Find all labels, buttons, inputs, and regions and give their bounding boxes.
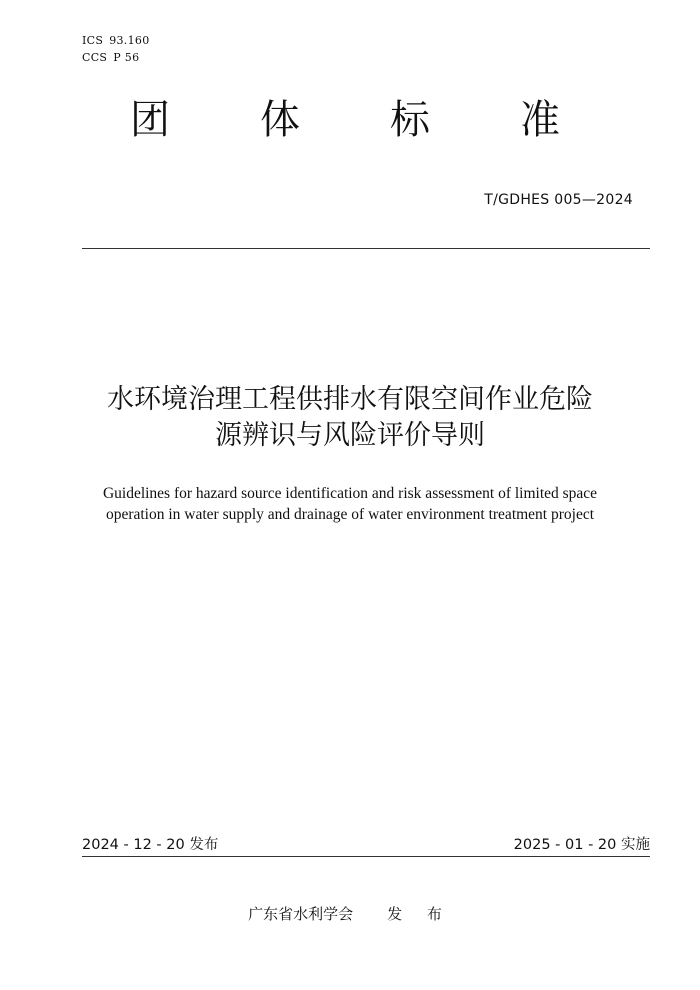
issue-date: 2024 - 12 - 20 发布 (82, 837, 219, 853)
ics-code (82, 34, 150, 48)
implement-date: 2025 - 01 - 20 实施 (513, 837, 650, 853)
ics-value: 93.160 (109, 34, 150, 47)
title-en-line-2: operation in water supply and drainage of water environment treatment project (105, 506, 595, 523)
standard-type-char-1: 团 (130, 97, 170, 143)
ccs-value: P 56 (113, 51, 140, 64)
ccs-code (82, 51, 139, 65)
bottom-divider (82, 856, 650, 857)
ics-label: ICS (82, 34, 104, 47)
date-row (82, 835, 650, 855)
standard-type-char-3: 标 (390, 97, 430, 143)
top-divider (82, 248, 650, 249)
document-title-english (50, 483, 650, 525)
ccs-label: CCS (82, 51, 108, 64)
standard-number: T/GDHES 005—2024 (484, 192, 633, 208)
publisher-org: 广东省水利学会 (248, 905, 354, 923)
publisher-line (0, 904, 700, 924)
title-en-line-1: Guidelines for hazard source identification and risk assessment of limited space (102, 485, 598, 502)
standard-type-char-4: 准 (520, 97, 560, 143)
title-cn-line-1: 水环境治理工程供排水有限空间作业危险 (107, 384, 593, 415)
document-title-chinese (50, 382, 650, 454)
publish-action: 发 布 (387, 905, 452, 923)
title-cn-line-2: 源辨识与风险评价导则 (215, 420, 485, 451)
standard-type-char-2: 体 (260, 97, 300, 143)
standard-type-heading (130, 96, 560, 144)
